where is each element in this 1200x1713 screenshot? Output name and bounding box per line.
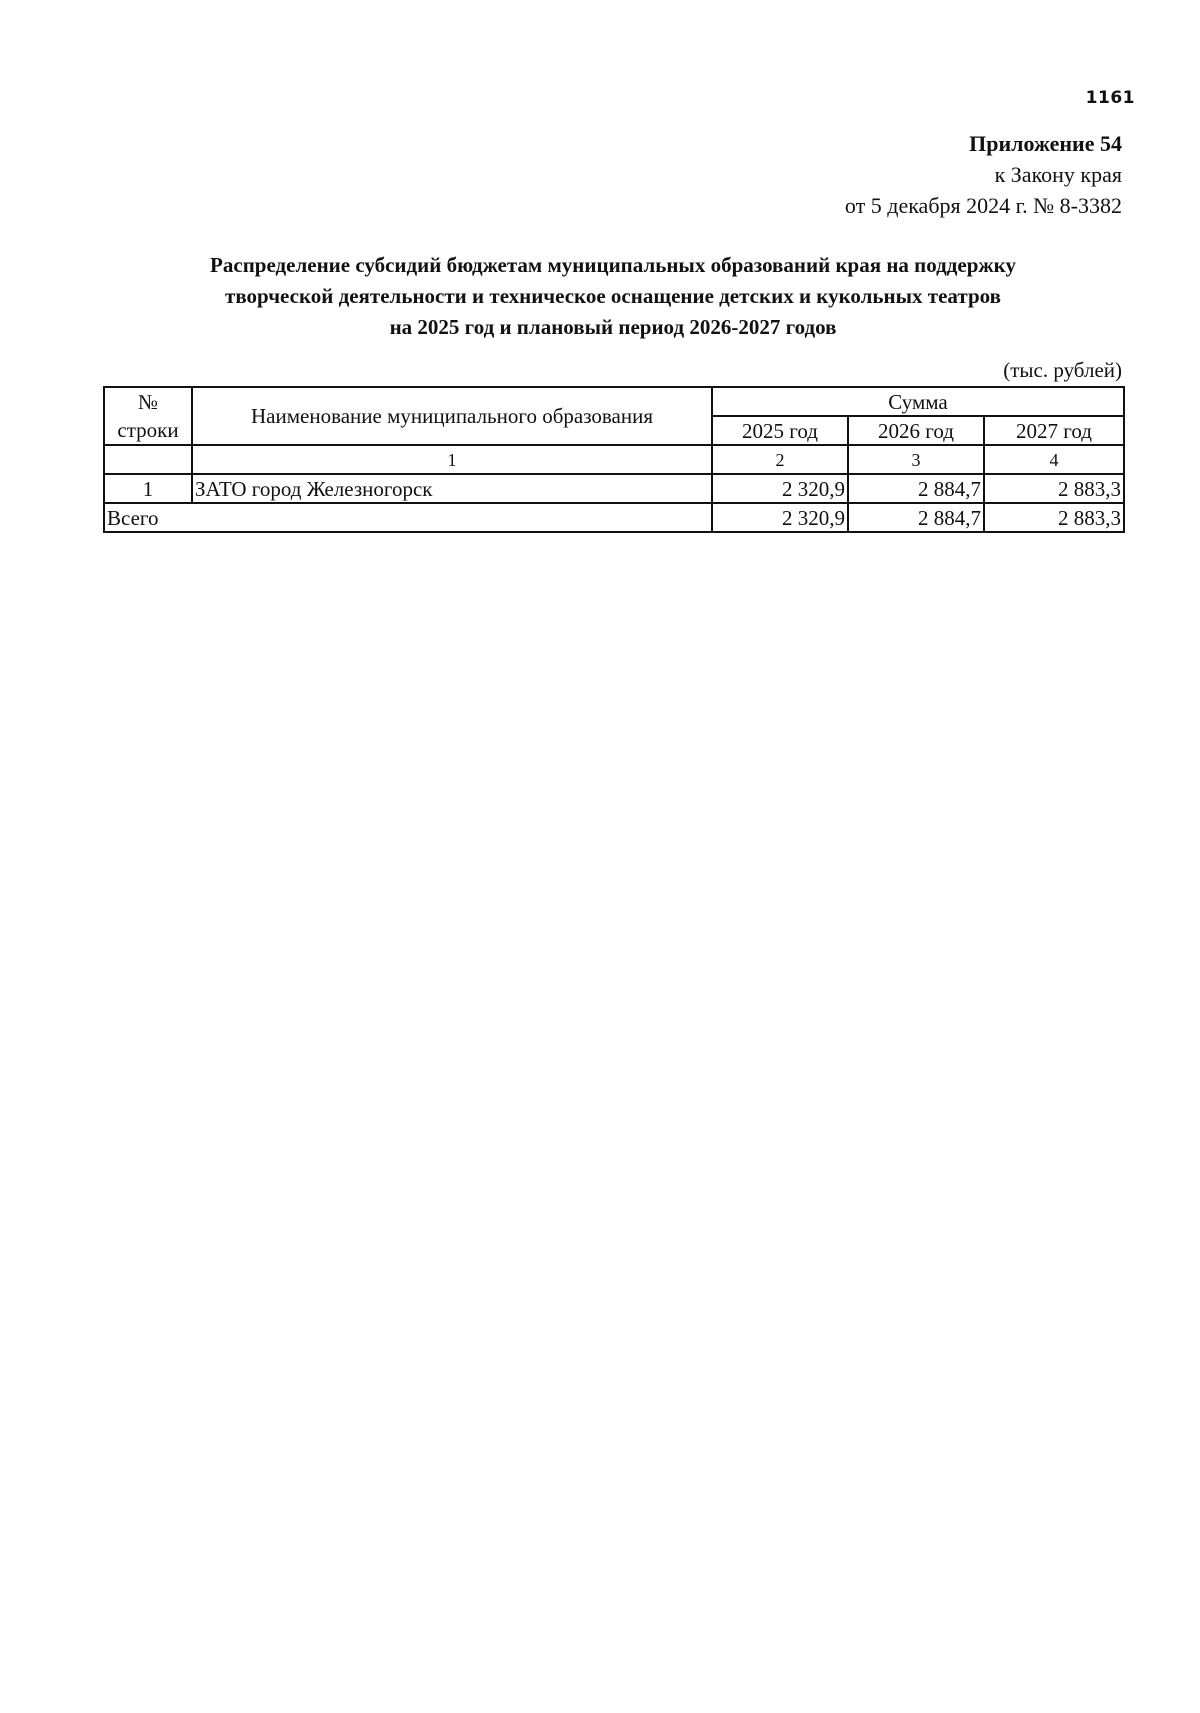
value-2026: 2 884,7 bbox=[848, 474, 984, 503]
appendix-title: Приложение 54 bbox=[969, 131, 1122, 156]
row-number: 1 bbox=[104, 474, 192, 503]
header-year-2025: 2025 год bbox=[712, 416, 848, 445]
municipality-name: ЗАТО город Железногорск bbox=[192, 474, 712, 503]
document-title-line-2: творческой деятельности и техническое оснащение детских и кукольных театров bbox=[225, 284, 1001, 308]
header-year-2026: 2026 год bbox=[848, 416, 984, 445]
header-row-no-top: № bbox=[104, 387, 192, 416]
header-year-2027: 2027 год bbox=[984, 416, 1124, 445]
column-number: 3 bbox=[848, 445, 984, 474]
column-numbers-row bbox=[104, 445, 1124, 474]
total-label: Всего bbox=[104, 503, 712, 532]
units-note: (тыс. рублей) bbox=[1003, 358, 1122, 382]
column-number: 4 bbox=[984, 445, 1124, 474]
appendix-law-reference: к Закону края bbox=[994, 162, 1122, 187]
total-2026: 2 884,7 bbox=[848, 503, 984, 532]
appendix-law-date: от 5 декабря 2024 г. № 8-3382 bbox=[844, 193, 1122, 218]
document-title-line-1: Распределение субсидий бюджетам муниципальных образований края на поддержку bbox=[210, 253, 1016, 277]
value-2025: 2 320,9 bbox=[712, 474, 848, 503]
column-number: 1 bbox=[192, 445, 712, 474]
column-number bbox=[104, 445, 192, 474]
table-header-row-1 bbox=[104, 387, 1124, 416]
table-row bbox=[104, 474, 1124, 503]
total-2027: 2 883,3 bbox=[984, 503, 1124, 532]
column-number: 2 bbox=[712, 445, 848, 474]
subsidy-table bbox=[103, 386, 1125, 533]
document-title bbox=[104, 250, 1122, 343]
header-name: Наименование муниципального образования bbox=[192, 387, 712, 445]
page-number: 1161 bbox=[1085, 88, 1135, 108]
appendix-block bbox=[845, 128, 1122, 221]
document-title-line-3: на 2025 год и плановый период 2026-2027 годов bbox=[389, 315, 837, 339]
header-sum: Сумма bbox=[712, 387, 1124, 416]
value-2027: 2 883,3 bbox=[984, 474, 1124, 503]
total-2025: 2 320,9 bbox=[712, 503, 848, 532]
header-row-no-bottom: строки bbox=[104, 416, 192, 445]
total-row bbox=[104, 503, 1124, 532]
